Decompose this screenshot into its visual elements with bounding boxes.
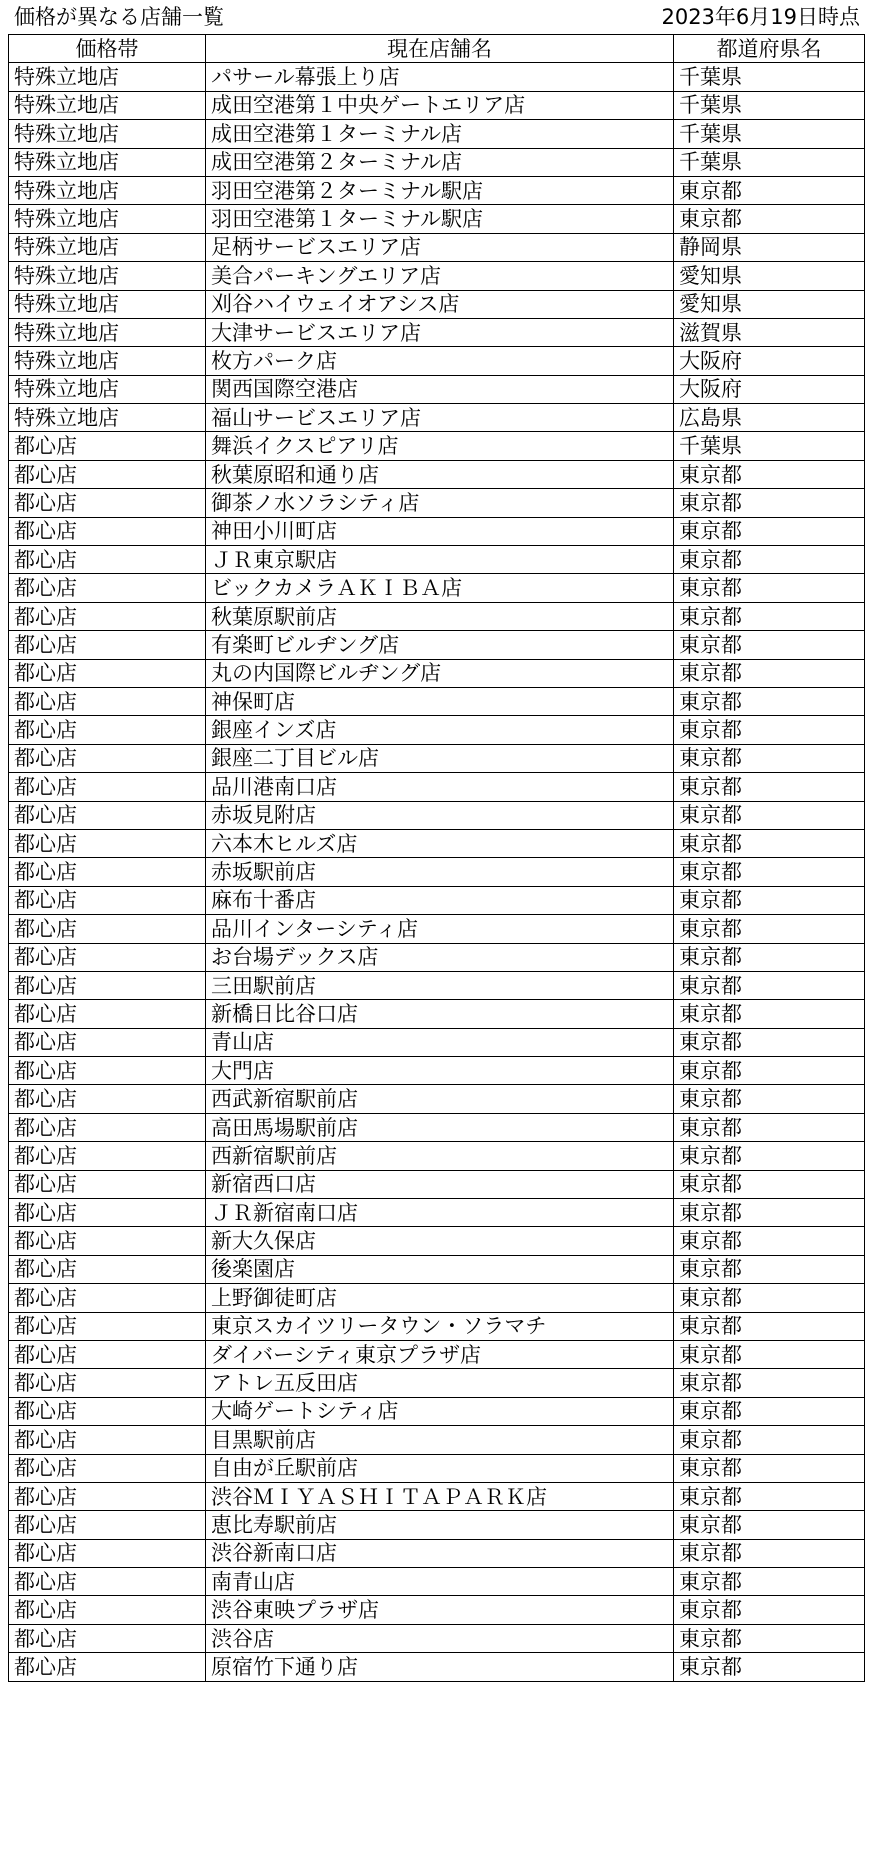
price-tier-cell: 都心店 [9,1312,206,1340]
price-tier-cell: 都心店 [9,432,206,460]
prefecture-cell: 東京都 [674,1511,865,1539]
prefecture-cell: 千葉県 [674,63,865,91]
table-row [9,1312,865,1340]
store-name-cell: 渋谷東映プラザ店 [206,1596,674,1624]
store-name-cell: 神保町店 [206,687,674,715]
store-name-cell: 美合パーキングエリア店 [206,262,674,290]
store-name-cell: 有楽町ビルヂング店 [206,631,674,659]
price-tier-cell: 都心店 [9,687,206,715]
store-name-cell: ＪＲ東京駅店 [206,546,674,574]
store-name-cell: 原宿竹下通り店 [206,1653,674,1681]
price-tier-cell: 都心店 [9,546,206,574]
price-tier-cell: 都心店 [9,829,206,857]
store-name-cell: 青山店 [206,1028,674,1056]
price-tier-cell: 都心店 [9,1511,206,1539]
price-tier-cell: 都心店 [9,1653,206,1681]
price-tier-cell: 都心店 [9,801,206,829]
table-row [9,489,865,517]
price-tier-cell: 都心店 [9,1596,206,1624]
table-row [9,148,865,176]
price-tier-cell: 都心店 [9,915,206,943]
store-name-cell: 高田馬場駅前店 [206,1113,674,1141]
price-tier-cell: 都心店 [9,1028,206,1056]
table-row [9,971,865,999]
table-row [9,687,865,715]
price-tier-cell: 特殊立地店 [9,205,206,233]
as-of-date: 2023年6月19日時点 [661,5,860,29]
price-tier-cell: 都心店 [9,744,206,772]
table-row [9,1511,865,1539]
prefecture-cell: 千葉県 [674,120,865,148]
table-row [9,1340,865,1368]
table-row [9,233,865,261]
prefecture-cell: 静岡県 [674,233,865,261]
table-row [9,91,865,119]
prefecture-cell: 東京都 [674,1426,865,1454]
store-name-cell: 銀座インズ店 [206,716,674,744]
table-row [9,347,865,375]
price-tier-cell: 都心店 [9,858,206,886]
prefecture-cell: 東京都 [674,602,865,630]
price-tier-cell: 都心店 [9,1284,206,1312]
prefecture-cell: 東京都 [674,1255,865,1283]
prefecture-cell: 東京都 [674,716,865,744]
price-tier-cell: 特殊立地店 [9,148,206,176]
price-tier-cell: 特殊立地店 [9,63,206,91]
table-row [9,1227,865,1255]
prefecture-cell: 広島県 [674,404,865,432]
store-name-cell: 銀座二丁目ビル店 [206,744,674,772]
prefecture-cell: 東京都 [674,687,865,715]
table-row [9,829,865,857]
price-tier-cell: 都心店 [9,1426,206,1454]
store-name-cell: 西武新宿駅前店 [206,1085,674,1113]
prefecture-cell: 東京都 [674,659,865,687]
prefecture-cell: 東京都 [674,915,865,943]
price-tier-cell: 特殊立地店 [9,318,206,346]
table-row [9,659,865,687]
prefecture-cell: 東京都 [674,1369,865,1397]
price-tier-cell: 都心店 [9,659,206,687]
price-tier-cell: 特殊立地店 [9,404,206,432]
store-name-cell: 御茶ノ水ソラシティ店 [206,489,674,517]
table-row [9,1255,865,1283]
table-row [9,943,865,971]
title-bar [8,0,864,34]
price-tier-cell: 特殊立地店 [9,290,206,318]
store-name-cell: 福山サービスエリア店 [206,404,674,432]
price-tier-cell: 都心店 [9,1142,206,1170]
store-name-cell: 羽田空港第１ターミナル駅店 [206,205,674,233]
table-row [9,1028,865,1056]
store-name-cell: 成田空港第１中央ゲートエリア店 [206,91,674,119]
table-row [9,375,865,403]
column-header-price-tier: 価格帯 [9,35,206,63]
table-row [9,176,865,204]
prefecture-cell: 東京都 [674,1568,865,1596]
prefecture-cell: 東京都 [674,1312,865,1340]
table-row [9,432,865,460]
store-name-cell: 新橋日比谷口店 [206,1000,674,1028]
prefecture-cell: 東京都 [674,886,865,914]
table-row [9,1454,865,1482]
price-tier-cell: 都心店 [9,1340,206,1368]
prefecture-cell: 東京都 [674,460,865,488]
prefecture-cell: 東京都 [674,801,865,829]
document-title: 価格が異なる店舗一覧 [14,5,224,29]
store-name-cell: 新宿西口店 [206,1170,674,1198]
prefecture-cell: 東京都 [674,1227,865,1255]
prefecture-cell: 東京都 [674,971,865,999]
price-tier-cell: 都心店 [9,1170,206,1198]
prefecture-cell: 愛知県 [674,262,865,290]
store-name-cell: アトレ五反田店 [206,1369,674,1397]
prefecture-cell: 東京都 [674,1340,865,1368]
store-name-cell: 神田小川町店 [206,517,674,545]
store-name-cell: 秋葉原昭和通り店 [206,460,674,488]
prefecture-cell: 東京都 [674,1539,865,1567]
store-name-cell: 品川港南口店 [206,773,674,801]
price-tier-cell: 都心店 [9,1482,206,1510]
table-row [9,801,865,829]
price-tier-cell: 特殊立地店 [9,262,206,290]
table-row [9,1142,865,1170]
store-name-cell: ダイバーシティ東京プラザ店 [206,1340,674,1368]
store-name-cell: 目黒駅前店 [206,1426,674,1454]
table-row [9,1653,865,1681]
store-name-cell: 成田空港第１ターミナル店 [206,120,674,148]
table-row [9,1397,865,1425]
prefecture-cell: 東京都 [674,1057,865,1085]
prefecture-cell: 東京都 [674,1113,865,1141]
prefecture-cell: 東京都 [674,773,865,801]
prefecture-cell: 大阪府 [674,375,865,403]
prefecture-cell: 東京都 [674,517,865,545]
store-name-cell: 渋谷ＭＩＹＡＳＨＩＴＡＰＡＲＫ店 [206,1482,674,1510]
table-row [9,1624,865,1652]
header-row [9,35,865,63]
table-row [9,1199,865,1227]
table-row [9,404,865,432]
prefecture-cell: 東京都 [674,1199,865,1227]
prefecture-cell: 千葉県 [674,432,865,460]
store-name-cell: 羽田空港第２ターミナル駅店 [206,176,674,204]
prefecture-cell: 東京都 [674,1142,865,1170]
store-name-cell: お台場デックス店 [206,943,674,971]
store-name-cell: 赤坂見附店 [206,801,674,829]
store-name-cell: 南青山店 [206,1568,674,1596]
price-tier-cell: 特殊立地店 [9,176,206,204]
prefecture-cell: 大阪府 [674,347,865,375]
price-tier-cell: 都心店 [9,1199,206,1227]
prefecture-cell: 東京都 [674,1653,865,1681]
store-name-cell: 秋葉原駅前店 [206,602,674,630]
table-row [9,63,865,91]
table-row [9,915,865,943]
store-name-cell: ビックカメラＡＫＩＢＡ店 [206,574,674,602]
table-row [9,773,865,801]
price-tier-cell: 都心店 [9,460,206,488]
table-row [9,546,865,574]
table-row [9,1369,865,1397]
table-row [9,1113,865,1141]
store-name-cell: 自由が丘駅前店 [206,1454,674,1482]
price-tier-cell: 都心店 [9,489,206,517]
store-name-cell: 大崎ゲートシティ店 [206,1397,674,1425]
price-tier-cell: 都心店 [9,1000,206,1028]
store-name-cell: 関西国際空港店 [206,375,674,403]
price-tier-cell: 都心店 [9,517,206,545]
store-name-cell: 東京スカイツリータウン・ソラマチ [206,1312,674,1340]
prefecture-cell: 東京都 [674,829,865,857]
table-row [9,1426,865,1454]
prefecture-cell: 東京都 [674,858,865,886]
table-row [9,318,865,346]
store-name-cell: 後楽園店 [206,1255,674,1283]
prefecture-cell: 東京都 [674,631,865,659]
price-tier-cell: 都心店 [9,574,206,602]
prefecture-cell: 東京都 [674,1284,865,1312]
store-name-cell: 刈谷ハイウェイオアシス店 [206,290,674,318]
price-tier-cell: 都心店 [9,716,206,744]
prefecture-cell: 東京都 [674,574,865,602]
price-tier-cell: 都心店 [9,1369,206,1397]
price-tier-cell: 都心店 [9,943,206,971]
prefecture-cell: 愛知県 [674,290,865,318]
price-tier-cell: 特殊立地店 [9,91,206,119]
column-header-prefecture: 都道府県名 [674,35,865,63]
store-name-cell: 品川インターシティ店 [206,915,674,943]
store-name-cell: 足柄サービスエリア店 [206,233,674,261]
store-name-cell: 赤坂駅前店 [206,858,674,886]
price-tier-cell: 都心店 [9,1227,206,1255]
table-row [9,1000,865,1028]
price-tier-cell: 都心店 [9,1539,206,1567]
table-row [9,574,865,602]
table-row [9,716,865,744]
prefecture-cell: 千葉県 [674,148,865,176]
table-row [9,1085,865,1113]
table-row [9,517,865,545]
store-name-cell: 成田空港第２ターミナル店 [206,148,674,176]
store-name-cell: 渋谷新南口店 [206,1539,674,1567]
store-name-cell: パサール幕張上り店 [206,63,674,91]
store-name-cell: 舞浜イクスピアリ店 [206,432,674,460]
prefecture-cell: 東京都 [674,1397,865,1425]
table-row [9,886,865,914]
price-tier-cell: 都心店 [9,1255,206,1283]
table-row [9,1539,865,1567]
column-header-store-name: 現在店舗名 [206,35,674,63]
table-row [9,205,865,233]
prefecture-cell: 東京都 [674,1170,865,1198]
table-row [9,744,865,772]
price-tier-cell: 都心店 [9,1113,206,1141]
table-row [9,631,865,659]
store-name-cell: 枚方パーク店 [206,347,674,375]
price-tier-cell: 都心店 [9,1568,206,1596]
price-tier-cell: 都心店 [9,773,206,801]
store-name-cell: 六本木ヒルズ店 [206,829,674,857]
store-name-cell: 新大久保店 [206,1227,674,1255]
price-tier-cell: 特殊立地店 [9,120,206,148]
prefecture-cell: 東京都 [674,1000,865,1028]
table-row [9,1057,865,1085]
prefecture-cell: 東京都 [674,1028,865,1056]
price-tier-cell: 特殊立地店 [9,347,206,375]
prefecture-cell: 東京都 [674,1482,865,1510]
table-row [9,1568,865,1596]
table-row [9,120,865,148]
prefecture-cell: 東京都 [674,1596,865,1624]
price-tier-cell: 都心店 [9,1085,206,1113]
store-name-cell: 大門店 [206,1057,674,1085]
table-body [9,63,865,1681]
table-row [9,1482,865,1510]
prefecture-cell: 東京都 [674,205,865,233]
prefecture-cell: 東京都 [674,1624,865,1652]
table-row [9,460,865,488]
price-tier-cell: 都心店 [9,602,206,630]
prefecture-cell: 東京都 [674,546,865,574]
prefecture-cell: 東京都 [674,744,865,772]
table-row [9,262,865,290]
price-tier-cell: 都心店 [9,886,206,914]
price-tier-cell: 都心店 [9,1454,206,1482]
store-name-cell: 丸の内国際ビルヂング店 [206,659,674,687]
table-row [9,602,865,630]
table-row [9,858,865,886]
prefecture-cell: 東京都 [674,489,865,517]
prefecture-cell: 東京都 [674,176,865,204]
table-row [9,1170,865,1198]
store-name-cell: ＪＲ新宿南口店 [206,1199,674,1227]
prefecture-cell: 滋賀県 [674,318,865,346]
price-tier-cell: 特殊立地店 [9,233,206,261]
store-name-cell: 西新宿駅前店 [206,1142,674,1170]
price-tier-cell: 特殊立地店 [9,375,206,403]
price-tier-cell: 都心店 [9,1397,206,1425]
price-tier-cell: 都心店 [9,1057,206,1085]
price-tier-cell: 都心店 [9,971,206,999]
table-row [9,1596,865,1624]
store-name-cell: 麻布十番店 [206,886,674,914]
price-tier-cell: 都心店 [9,1624,206,1652]
prefecture-cell: 千葉県 [674,91,865,119]
store-name-cell: 渋谷店 [206,1624,674,1652]
store-price-table [8,34,865,1682]
price-tier-cell: 都心店 [9,631,206,659]
table-row [9,290,865,318]
store-name-cell: 三田駅前店 [206,971,674,999]
prefecture-cell: 東京都 [674,943,865,971]
prefecture-cell: 東京都 [674,1085,865,1113]
table-row [9,1284,865,1312]
store-name-cell: 恵比寿駅前店 [206,1511,674,1539]
store-name-cell: 大津サービスエリア店 [206,318,674,346]
prefecture-cell: 東京都 [674,1454,865,1482]
store-name-cell: 上野御徒町店 [206,1284,674,1312]
